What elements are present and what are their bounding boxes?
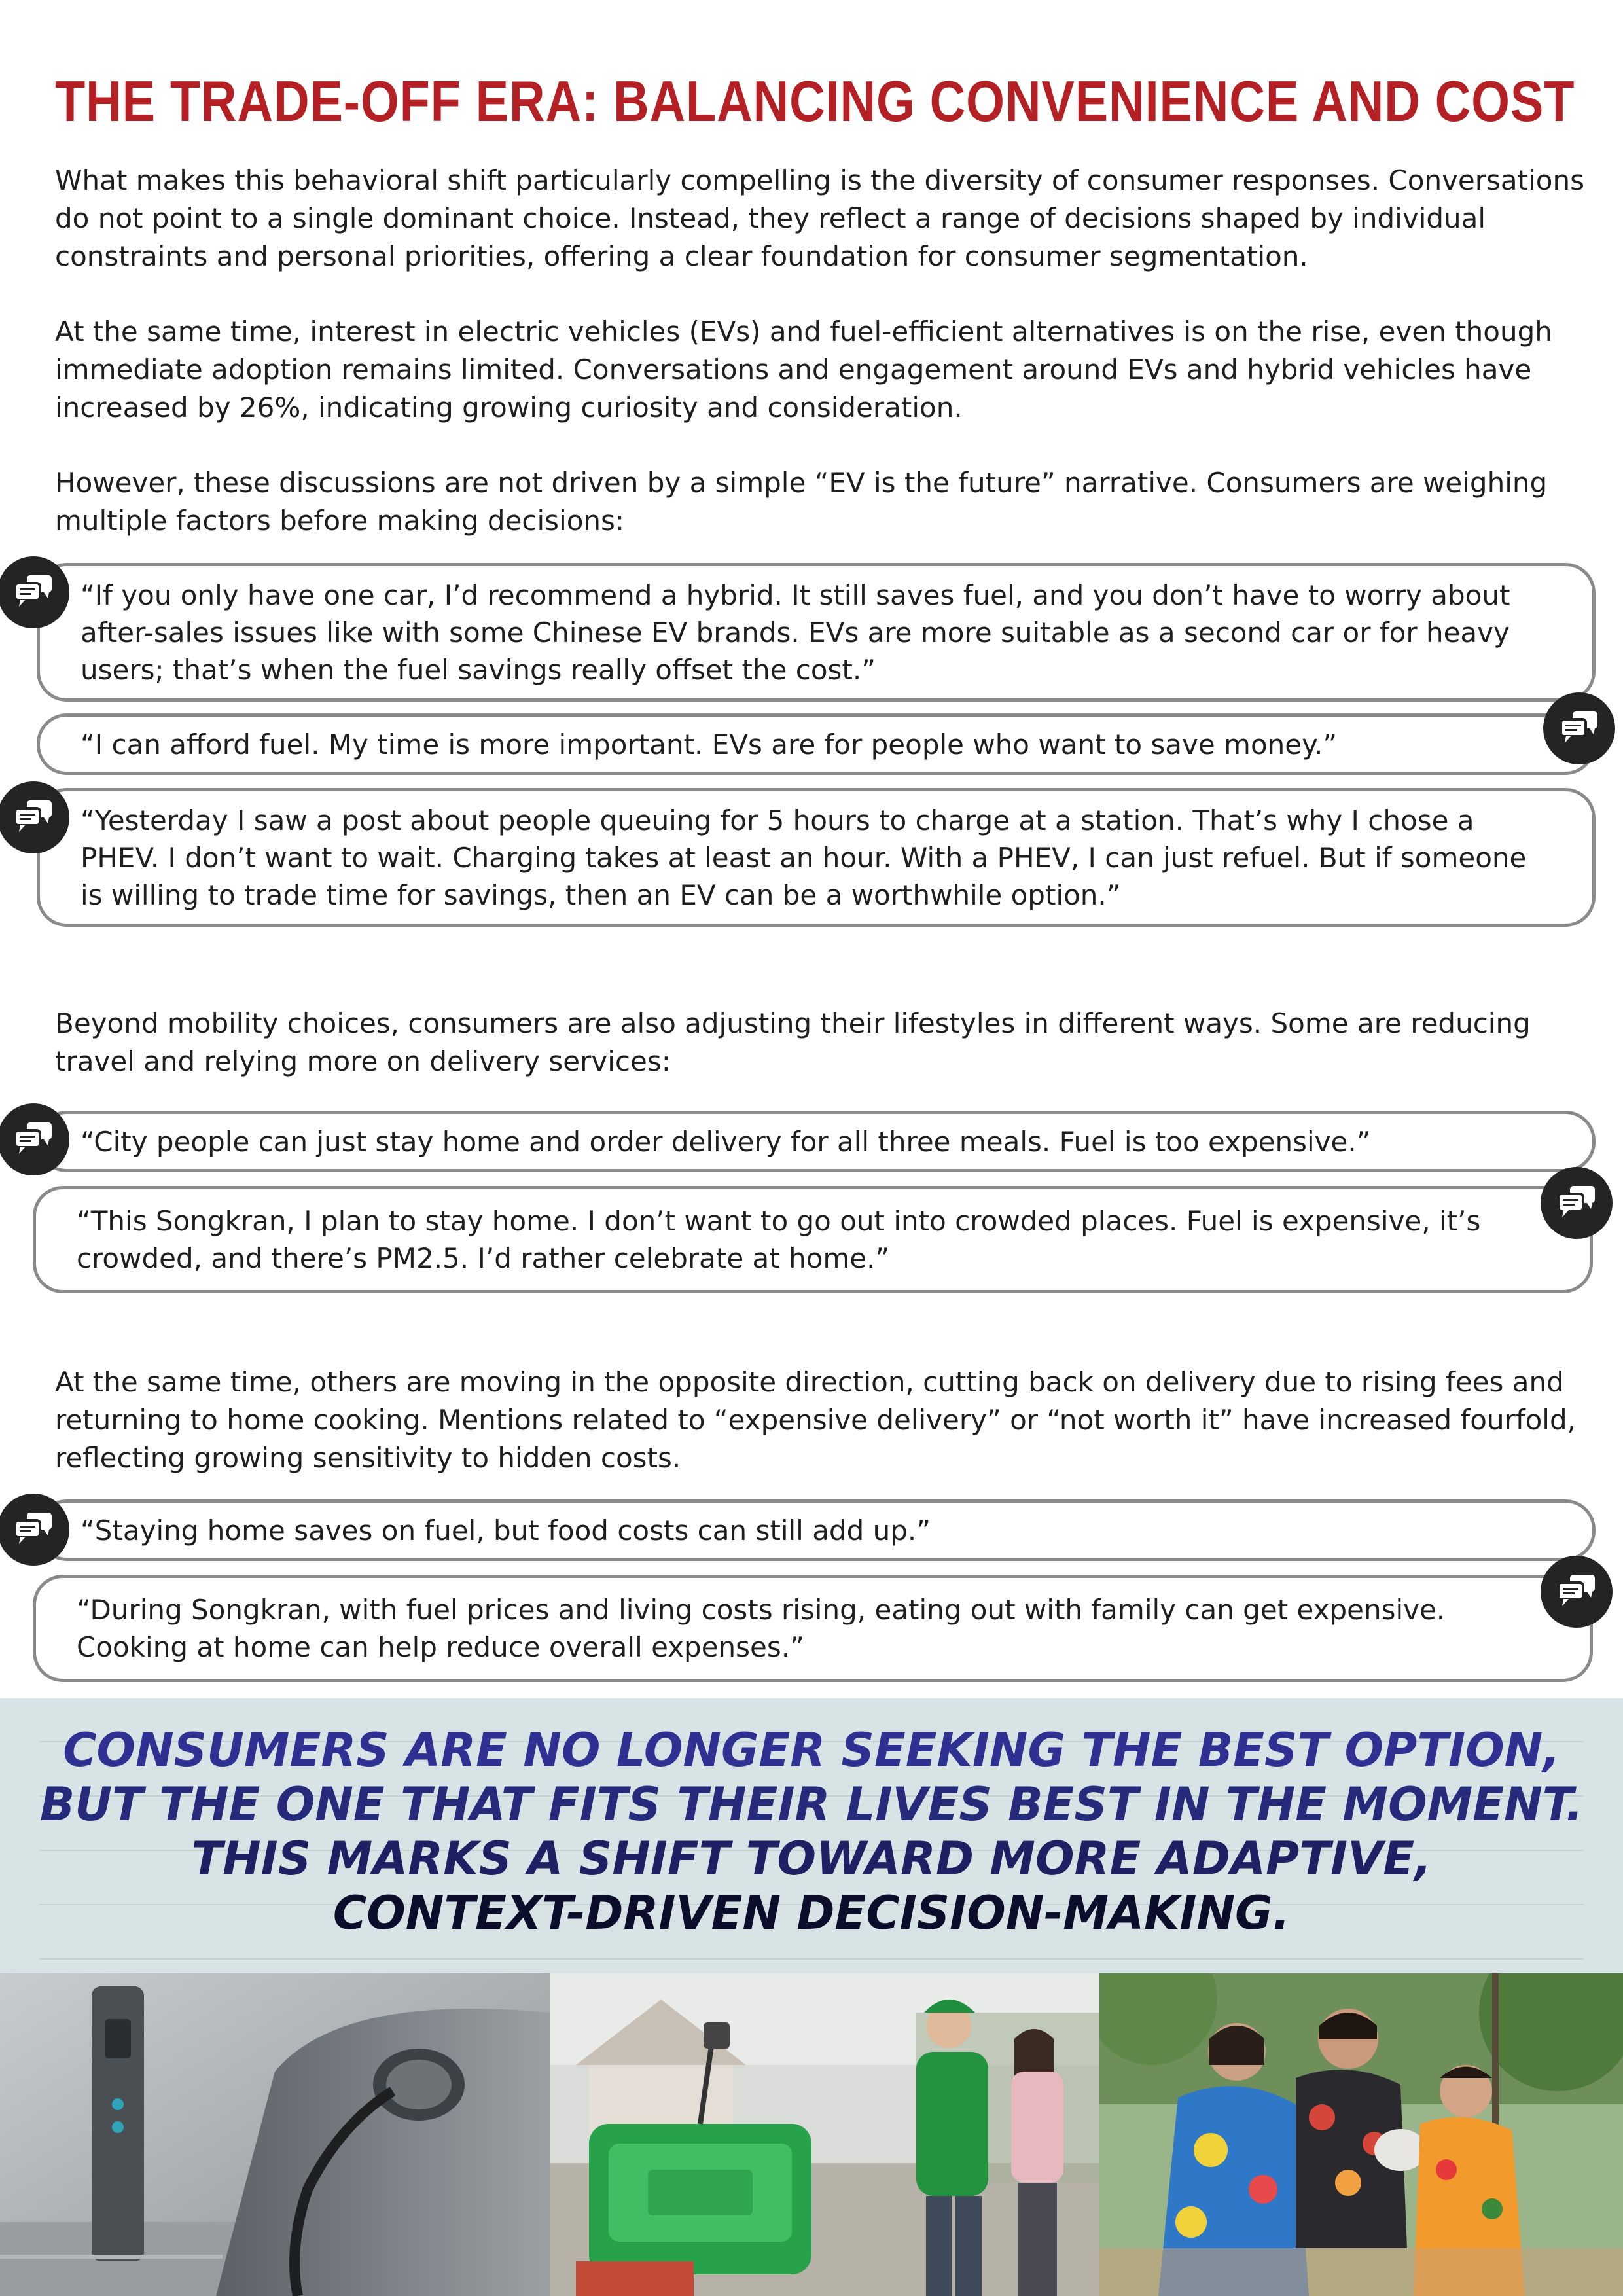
page-title: THE TRADE-OFF ERA: BALANCING CONVENIENCE AND COST [55, 69, 1575, 134]
ev-charging-photo [0, 1973, 550, 2296]
banner-line: THIS MARKS A SHIFT TOWARD MORE ADAPTIVE, [191, 1832, 1432, 1886]
lifestyle-paragraph: Beyond mobility choices, consumers are also adjusting their lifestyles in different ways. Some are reducing travel and relying more on delivery services: [55, 1007, 1531, 1077]
chat-bubbles-icon [0, 1103, 69, 1175]
intro-paragraph: What makes this behavioral shift particularly compelling is the diversity of consumer responses. Conversations do not point to a single dominant choice. Instead, they reflect a range of decisions shaped by individual constraints and personal priorities, offering a clear foundation for consumer segmentation. [55, 164, 1584, 272]
key-insight-banner [0, 1698, 1623, 1973]
banner-statement [0, 1723, 1623, 1941]
delivery-photo [550, 1973, 1099, 2296]
quote-hybrid [37, 563, 1596, 702]
chat-bubbles-icon [0, 1494, 69, 1566]
quote-text: “Staying home saves on fuel, but food costs can still add up.” [80, 1514, 931, 1547]
banner-rule [39, 1958, 1584, 1960]
photo-strip [0, 1973, 1623, 2296]
banner-line: CONTEXT-DRIVEN DECISION-MAKING. [332, 1886, 1291, 1940]
chat-bubbles-icon [1543, 692, 1615, 764]
ev-interest-paragraph: At the same time, interest in electric vehicles (EVs) and fuel-efficient alternatives is on the rise, even though immediate adoption remains limited. Conversations and engagement around EVs and hybrid vehicles have increased by 26%, indicating growing curiosity and consideration. [55, 315, 1552, 423]
quote-songkran-home [33, 1186, 1593, 1293]
banner-line: BUT THE ONE THAT FITS THEIR LIVES BEST IN THE MOMENT. [39, 1778, 1584, 1831]
chat-bubbles-icon [1541, 1167, 1613, 1239]
quote-songkran-eating-out [33, 1575, 1593, 1682]
quote-time-important [37, 713, 1596, 775]
chat-bubbles-icon [0, 781, 69, 853]
quote-text: “During Songkran, with fuel prices and living costs rising, eating out with family can get expensive. Cooking at home can help reduce overall expenses.” [77, 1594, 1446, 1663]
quote-text: “If you only have one car, I’d recommend a hybrid. It still saves fuel, and you don’t have to worry about after-sales issues like with some Chinese EV brands. EVs are more suitable as a second car or for heavy users; that’s when the fuel savings really offset the cost.” [80, 579, 1510, 686]
home-cooking-paragraph: At the same time, others are moving in the opposite direction, cutting back on delivery due to rising fees and returning to home cooking. Mentions related to “expensive delivery” or “not worth it” have increased fourfold, reflecting growing sensitivity to hidden costs. [55, 1366, 1576, 1474]
quote-text: “City people can just stay home and order delivery for all three meals. Fuel is too expensive.” [80, 1125, 1371, 1158]
quote-text: “Yesterday I saw a post about people queuing for 5 hours to charge at a station. That’s why I chose a PHEV. I don’t want to wait. Charging takes at least an hour. With a PHEV, I can just refuel. But if someone is willing to trade time for savings, then an EV can be a worthwhile option.” [80, 804, 1527, 911]
quote-phev-queue [37, 788, 1596, 927]
quote-text: “I can afford fuel. My time is more important. EVs are for people who want to save money.” [80, 728, 1338, 761]
chat-bubbles-icon [1541, 1556, 1613, 1628]
family-photo [1099, 1973, 1623, 2296]
quote-text: “This Songkran, I plan to stay home. I don’t want to go out into crowded places. Fuel is expensive, it’s crowded, and there’s PM2.5. I’d rather celebrate at home.” [77, 1205, 1481, 1274]
factors-paragraph: However, these discussions are not driven by a simple “EV is the future” narrative. Consumers are weighing multiple factors before making decisions: [55, 467, 1548, 537]
banner-line: CONSUMERS ARE NO LONGER SEEKING THE BEST OPTION, [63, 1723, 1560, 1777]
quote-city-delivery [37, 1111, 1596, 1172]
quote-food-costs [37, 1499, 1596, 1561]
chat-bubbles-icon [0, 556, 69, 628]
